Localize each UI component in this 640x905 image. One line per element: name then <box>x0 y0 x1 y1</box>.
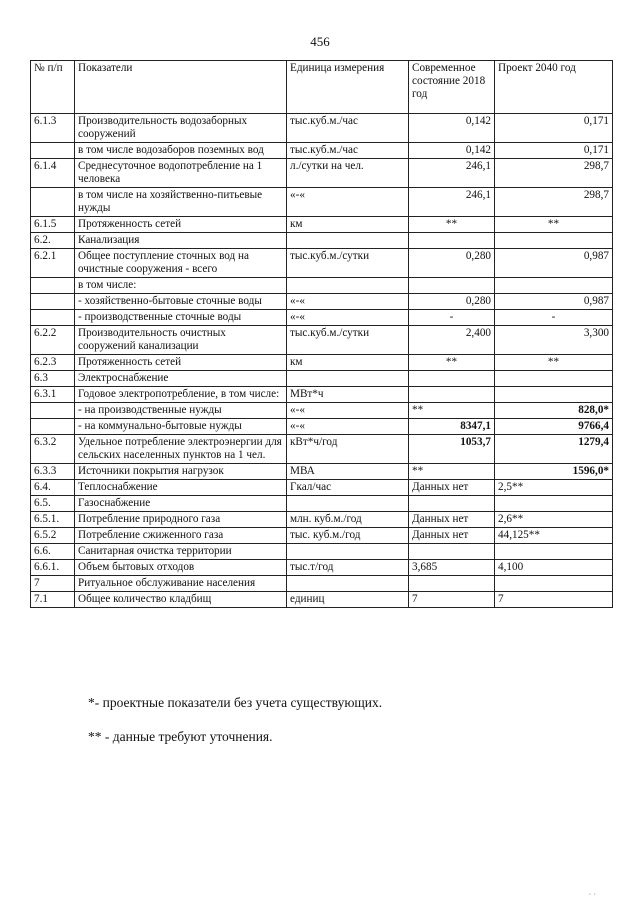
table-row <box>31 371 613 387</box>
cell-unit: «-« <box>287 403 409 419</box>
cell-num: 6.2. <box>31 233 75 249</box>
cell-project: ** <box>495 217 613 233</box>
cell-project: 0,171 <box>495 143 613 159</box>
table-row <box>31 387 613 403</box>
cell-project <box>495 371 613 387</box>
cell-num: 6.2.1 <box>31 249 75 278</box>
cell-unit: кВт*ч/год <box>287 435 409 464</box>
cell-current: ** <box>409 464 495 480</box>
cell-project: 828,0* <box>495 403 613 419</box>
cell-indicator: Теплоснабжение <box>75 480 287 496</box>
cell-num: 6.3.1 <box>31 387 75 403</box>
cell-unit <box>287 544 409 560</box>
cell-current: 0,142 <box>409 114 495 143</box>
table-row <box>31 560 613 576</box>
cell-num: 6.2.3 <box>31 355 75 371</box>
table-row <box>31 310 613 326</box>
cell-num: 6.1.3 <box>31 114 75 143</box>
table-row <box>31 544 613 560</box>
cell-unit: тыс. куб.м./год <box>287 528 409 544</box>
cell-current <box>409 496 495 512</box>
cell-num <box>31 188 75 217</box>
cell-unit: тыс.куб.м./сутки <box>287 249 409 278</box>
cell-num: 6.3 <box>31 371 75 387</box>
cell-indicator: - производственные сточные воды <box>75 310 287 326</box>
cell-unit: тыс.куб.м./сутки <box>287 326 409 355</box>
table-row <box>31 528 613 544</box>
cell-indicator: Удельное потребление электроэнергии для сельских населенных пунктов на 1 чел. <box>75 435 287 464</box>
cell-current <box>409 544 495 560</box>
table-row <box>31 464 613 480</box>
table-row <box>31 217 613 233</box>
page-number: 456 <box>310 34 330 49</box>
cell-project <box>495 233 613 249</box>
table-row <box>31 294 613 310</box>
header-unit: Единица измерения <box>287 61 409 114</box>
table-row <box>31 435 613 464</box>
cell-current <box>409 233 495 249</box>
cell-current: 3,685 <box>409 560 495 576</box>
cell-indicator: Общее количество кладбищ <box>75 592 287 608</box>
cell-current: - <box>409 310 495 326</box>
cell-num: 6.4. <box>31 480 75 496</box>
cell-num <box>31 278 75 294</box>
cell-current: 0,280 <box>409 249 495 278</box>
cell-indicator: Канализация <box>75 233 287 249</box>
header-indicator: Показатели <box>75 61 287 114</box>
cell-project: 0,987 <box>495 294 613 310</box>
cell-indicator: Общее поступление сточных вод на очистные сооружения - всего <box>75 249 287 278</box>
cell-project: 298,7 <box>495 188 613 217</box>
footnote-1: *- проектные показатели без учета существующих. <box>88 695 383 710</box>
indicators-table <box>30 60 613 608</box>
cell-current <box>409 576 495 592</box>
cell-indicator: Потребление природного газа <box>75 512 287 528</box>
cell-indicator: Газоснабжение <box>75 496 287 512</box>
cell-num <box>31 403 75 419</box>
table-header-row <box>31 61 613 114</box>
table-row <box>31 159 613 188</box>
cell-indicator: - хозяйственно-бытовые сточные воды <box>75 294 287 310</box>
cell-num <box>31 419 75 435</box>
header-current: Современное состояние 2018 год <box>409 61 495 114</box>
cell-current <box>409 278 495 294</box>
cell-indicator: Протяженность сетей <box>75 217 287 233</box>
cell-project: 3,300 <box>495 326 613 355</box>
cell-num: 7.1 <box>31 592 75 608</box>
cell-unit <box>287 278 409 294</box>
cell-num: 6.5.1. <box>31 512 75 528</box>
cell-indicator: Производительность водозаборных сооружений <box>75 114 287 143</box>
cell-indicator: Протяженность сетей <box>75 355 287 371</box>
footnote-2: ** - данные требуют уточнения. <box>88 729 273 744</box>
cell-current: 246,1 <box>409 188 495 217</box>
cell-unit <box>287 496 409 512</box>
cell-unit: км <box>287 217 409 233</box>
cell-project: 1596,0* <box>495 464 613 480</box>
cell-unit <box>287 576 409 592</box>
cell-indicator: - на коммунально-бытовые нужды <box>75 419 287 435</box>
cell-num <box>31 310 75 326</box>
cell-project: 4,100 <box>495 560 613 576</box>
cell-current: Данных нет <box>409 512 495 528</box>
table-body <box>31 114 613 608</box>
cell-project: 0,987 <box>495 249 613 278</box>
cell-indicator: в том числе водозаборов поземных вод <box>75 143 287 159</box>
cell-current: 8347,1 <box>409 419 495 435</box>
cell-project: 2,6** <box>495 512 613 528</box>
corner-mark: · · <box>588 890 596 899</box>
cell-num: 6.3.3 <box>31 464 75 480</box>
cell-indicator: Среднесуточное водопотребление на 1 человека <box>75 159 287 188</box>
cell-num: 6.5.2 <box>31 528 75 544</box>
cell-indicator: Производительность очистных сооружений канализации <box>75 326 287 355</box>
cell-unit: МВА <box>287 464 409 480</box>
table-row <box>31 249 613 278</box>
cell-current: Данных нет <box>409 480 495 496</box>
header-num: № п/п <box>31 61 75 114</box>
cell-project: 44,125** <box>495 528 613 544</box>
cell-current: 0,142 <box>409 143 495 159</box>
table-row <box>31 326 613 355</box>
cell-indicator: Ритуальное обслуживание населения <box>75 576 287 592</box>
cell-unit: тыс.куб.м./час <box>287 143 409 159</box>
cell-unit: Гкал/час <box>287 480 409 496</box>
cell-current: 246,1 <box>409 159 495 188</box>
cell-indicator: Годовое электропотребление, в том числе: <box>75 387 287 403</box>
cell-unit: млн. куб.м./год <box>287 512 409 528</box>
cell-num: 6.3.2 <box>31 435 75 464</box>
table-row <box>31 496 613 512</box>
table-row <box>31 233 613 249</box>
table-row <box>31 114 613 143</box>
cell-current: ** <box>409 217 495 233</box>
cell-indicator: Источники покрытия нагрузок <box>75 464 287 480</box>
cell-project: 1279,4 <box>495 435 613 464</box>
footnotes <box>88 694 382 762</box>
cell-num: 6.6. <box>31 544 75 560</box>
cell-current: 2,400 <box>409 326 495 355</box>
cell-num: 6.6.1. <box>31 560 75 576</box>
cell-project <box>495 496 613 512</box>
cell-indicator: Объем бытовых отходов <box>75 560 287 576</box>
cell-unit: МВт*ч <box>287 387 409 403</box>
cell-current: 1053,7 <box>409 435 495 464</box>
cell-project: 2,5** <box>495 480 613 496</box>
cell-project: 298,7 <box>495 159 613 188</box>
cell-unit: л./сутки на чел. <box>287 159 409 188</box>
cell-current: ** <box>409 355 495 371</box>
cell-unit <box>287 371 409 387</box>
cell-unit <box>287 233 409 249</box>
table-row <box>31 143 613 159</box>
table-row <box>31 355 613 371</box>
header-project: Проект 2040 год <box>495 61 613 114</box>
cell-project <box>495 278 613 294</box>
cell-current: 0,280 <box>409 294 495 310</box>
table-row <box>31 576 613 592</box>
cell-num: 6.2.2 <box>31 326 75 355</box>
cell-num: 7 <box>31 576 75 592</box>
cell-project <box>495 544 613 560</box>
cell-project: 9766,4 <box>495 419 613 435</box>
cell-current: 7 <box>409 592 495 608</box>
table-row <box>31 188 613 217</box>
cell-unit: тыс.куб.м./час <box>287 114 409 143</box>
table-row <box>31 419 613 435</box>
cell-project: ** <box>495 355 613 371</box>
table-row <box>31 480 613 496</box>
cell-project: - <box>495 310 613 326</box>
cell-indicator: в том числе: <box>75 278 287 294</box>
cell-indicator: Электроснабжение <box>75 371 287 387</box>
cell-unit: «-« <box>287 294 409 310</box>
table-row <box>31 592 613 608</box>
table-row <box>31 403 613 419</box>
cell-num <box>31 143 75 159</box>
cell-num <box>31 294 75 310</box>
cell-unit: «-« <box>287 419 409 435</box>
cell-num: 6.5. <box>31 496 75 512</box>
cell-unit: км <box>287 355 409 371</box>
cell-indicator: - на производственные нужды <box>75 403 287 419</box>
cell-num: 6.1.4 <box>31 159 75 188</box>
cell-project <box>495 387 613 403</box>
cell-unit: тыс.т/год <box>287 560 409 576</box>
cell-unit: «-« <box>287 310 409 326</box>
cell-project <box>495 576 613 592</box>
cell-project: 7 <box>495 592 613 608</box>
cell-unit: единиц <box>287 592 409 608</box>
cell-indicator: в том числе на хозяйственно-питьевые нужды <box>75 188 287 217</box>
table-row <box>31 278 613 294</box>
cell-num: 6.1.5 <box>31 217 75 233</box>
cell-unit: «-« <box>287 188 409 217</box>
cell-indicator: Санитарная очистка территории <box>75 544 287 560</box>
cell-current: Данных нет <box>409 528 495 544</box>
cell-project: 0,171 <box>495 114 613 143</box>
table-row <box>31 512 613 528</box>
cell-indicator: Потребление сжиженного газа <box>75 528 287 544</box>
cell-current <box>409 371 495 387</box>
cell-current <box>409 387 495 403</box>
cell-current: ** <box>409 403 495 419</box>
